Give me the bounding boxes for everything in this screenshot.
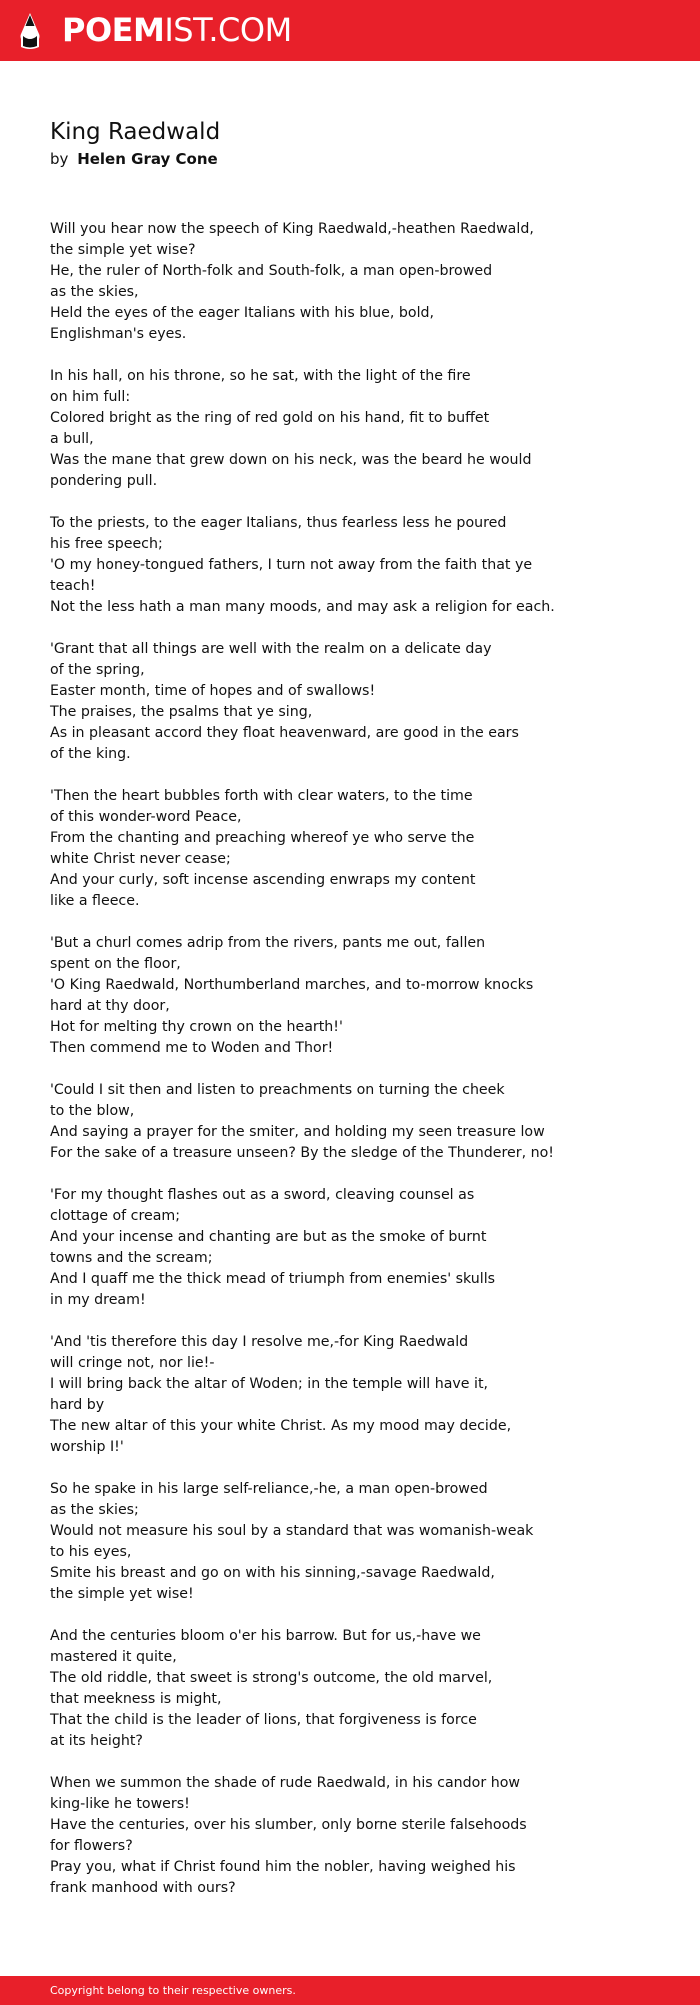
- poem-line: towns and the scream;: [50, 1250, 213, 1266]
- poem-line: The praises, the psalms that ye sing,: [50, 704, 313, 720]
- poem-body: [50, 219, 660, 1920]
- poem-line: king-like he towers!: [50, 1796, 190, 1812]
- poem-stanza: [50, 366, 660, 492]
- poem-stanza: [50, 1626, 660, 1752]
- poem-line: to his eyes,: [50, 1544, 132, 1560]
- poem-line: Easter month, time of hopes and of swallows!: [50, 683, 376, 699]
- poem-stanza: [50, 1080, 660, 1164]
- poem-title: King Raedwald: [50, 119, 221, 145]
- poem-line: As in pleasant accord they float heavenward, are good in the ears: [50, 725, 519, 741]
- site-footer: [0, 1976, 700, 2005]
- poem-line: frank manhood with ours?: [50, 1880, 236, 1896]
- poem-line: will cringe not, nor lie!-: [50, 1355, 215, 1371]
- poem-line: a bull,: [50, 431, 94, 447]
- poem-line: pondering pull.: [50, 473, 158, 489]
- poem-line: From the chanting and preaching whereof ye who serve the: [50, 830, 475, 846]
- poem-line: Was the mane that grew down on his neck, was the beard he would: [50, 452, 532, 468]
- brand-bold-text: POEM: [62, 11, 165, 49]
- poem-line: Not the less hath a man many moods, and may ask a religion for each.: [50, 599, 555, 615]
- poem-line: 'Then the heart bubbles forth with clear waters, to the time: [50, 788, 473, 804]
- poem-line: 'O my honey-tongued fathers, I turn not away from the faith that ye: [50, 557, 533, 573]
- poem-line: like a fleece.: [50, 893, 140, 909]
- poem-line: teach!: [50, 578, 96, 594]
- poem-line: Then commend me to Woden and Thor!: [50, 1040, 334, 1056]
- site-brand-link[interactable]: [62, 12, 292, 48]
- site-header: [0, 0, 700, 61]
- poem-line: at its height?: [50, 1733, 143, 1749]
- poem-line: I will bring back the altar of Woden; in the temple will have it,: [50, 1376, 489, 1392]
- poem-stanza: [50, 786, 660, 912]
- poem-line: hard by: [50, 1397, 105, 1413]
- poem-line: Smite his breast and go on with his sinning,-savage Raedwald,: [50, 1565, 495, 1581]
- copyright-text: Copyright belong to their respective owners.: [50, 1984, 296, 1997]
- poem-stanza: [50, 1332, 660, 1458]
- poem-line: of the king.: [50, 746, 131, 762]
- poem-line: Held the eyes of the eager Italians with his blue, bold,: [50, 305, 435, 321]
- pencil-tip-icon[interactable]: [18, 12, 42, 50]
- poem-line: his free speech;: [50, 536, 163, 552]
- poem-line: mastered it quite,: [50, 1649, 177, 1665]
- poem-line: the simple yet wise!: [50, 1586, 194, 1602]
- poem-line: worship I!': [50, 1439, 124, 1455]
- poem-line: Hot for melting thy crown on the hearth!': [50, 1019, 343, 1035]
- poem-line: 'But a churl comes adrip from the rivers, pants me out, fallen: [50, 935, 486, 951]
- poem-stanza: [50, 1773, 660, 1899]
- poem-line: He, the ruler of North-folk and South-folk, a man open-browed: [50, 263, 493, 279]
- poem-line: 'And 'tis therefore this day I resolve me,-for King Raedwald: [50, 1334, 469, 1350]
- poem-line: 'Could I sit then and listen to preachments on turning the cheek: [50, 1082, 505, 1098]
- poem-line: Englishman's eyes.: [50, 326, 187, 342]
- brand-light-text: IST.COM: [164, 11, 292, 49]
- poem-line: And your curly, soft incense ascending enwraps my content: [50, 872, 476, 888]
- poem-line: clottage of cream;: [50, 1208, 181, 1224]
- poem-line: Have the centuries, over his slumber, only borne sterile falsehoods: [50, 1817, 527, 1833]
- poem-line: for flowers?: [50, 1838, 133, 1854]
- poem-line: That the child is the leader of lions, that forgiveness is force: [50, 1712, 477, 1728]
- poem-line: 'Grant that all things are well with the realm on a delicate day: [50, 641, 492, 657]
- poem-line: spent on the floor,: [50, 956, 181, 972]
- poem-stanza: [50, 1479, 660, 1605]
- poem-line: hard at thy door,: [50, 998, 170, 1014]
- author-name: Helen Gray Cone: [77, 150, 218, 168]
- poem-line: The new altar of this your white Christ. As my mood may decide,: [50, 1418, 512, 1434]
- poem-line: And saying a prayer for the smiter, and holding my seen treasure low: [50, 1124, 545, 1140]
- poem-line: Would not measure his soul by a standard that was womanish-weak: [50, 1523, 534, 1539]
- poem-line: of the spring,: [50, 662, 145, 678]
- poem-line: Will you hear now the speech of King Raedwald,-heathen Raedwald,: [50, 221, 534, 237]
- poem-stanza: [50, 933, 660, 1059]
- poem-line: in my dream!: [50, 1292, 146, 1308]
- by-label: by: [50, 150, 69, 168]
- poem-line: to the blow,: [50, 1103, 135, 1119]
- poem-line: of this wonder-word Peace,: [50, 809, 242, 825]
- poem-line: 'O King Raedwald, Northumberland marches, and to-morrow knocks: [50, 977, 534, 993]
- poem-line: To the priests, to the eager Italians, thus fearless less he poured: [50, 515, 507, 531]
- poem-line: When we summon the shade of rude Raedwald, in his candor how: [50, 1775, 520, 1791]
- poem-line: In his hall, on his throne, so he sat, with the light of the fire: [50, 368, 471, 384]
- poem-stanza: [50, 219, 660, 345]
- poem-stanza: [50, 513, 660, 618]
- poem-line: white Christ never cease;: [50, 851, 231, 867]
- poem-stanza: [50, 639, 660, 765]
- poem-line: the simple yet wise?: [50, 242, 196, 258]
- poem-line: as the skies,: [50, 284, 139, 300]
- poem-stanza: [50, 1185, 660, 1311]
- poem-line: on him full:: [50, 389, 131, 405]
- poem-line: And your incense and chanting are but as the smoke of burnt: [50, 1229, 487, 1245]
- poem-line: And the centuries bloom o'er his barrow. But for us,-have we: [50, 1628, 481, 1644]
- poem-byline: [50, 149, 218, 169]
- poem-line: So he spake in his large self-reliance,-he, a man open-browed: [50, 1481, 488, 1497]
- poem-line: that meekness is might,: [50, 1691, 222, 1707]
- poem-line: And I quaff me the thick mead of triumph from enemies' skulls: [50, 1271, 496, 1287]
- poem-line: Pray you, what if Christ found him the nobler, having weighed his: [50, 1859, 516, 1875]
- poem-line: 'For my thought flashes out as a sword, cleaving counsel as: [50, 1187, 475, 1203]
- poem-line: For the sake of a treasure unseen? By the sledge of the Thunderer, no!: [50, 1145, 554, 1161]
- poem-line: Colored bright as the ring of red gold on his hand, fit to buffet: [50, 410, 490, 426]
- poem-line: as the skies;: [50, 1502, 139, 1518]
- poem-line: The old riddle, that sweet is strong's outcome, the old marvel,: [50, 1670, 493, 1686]
